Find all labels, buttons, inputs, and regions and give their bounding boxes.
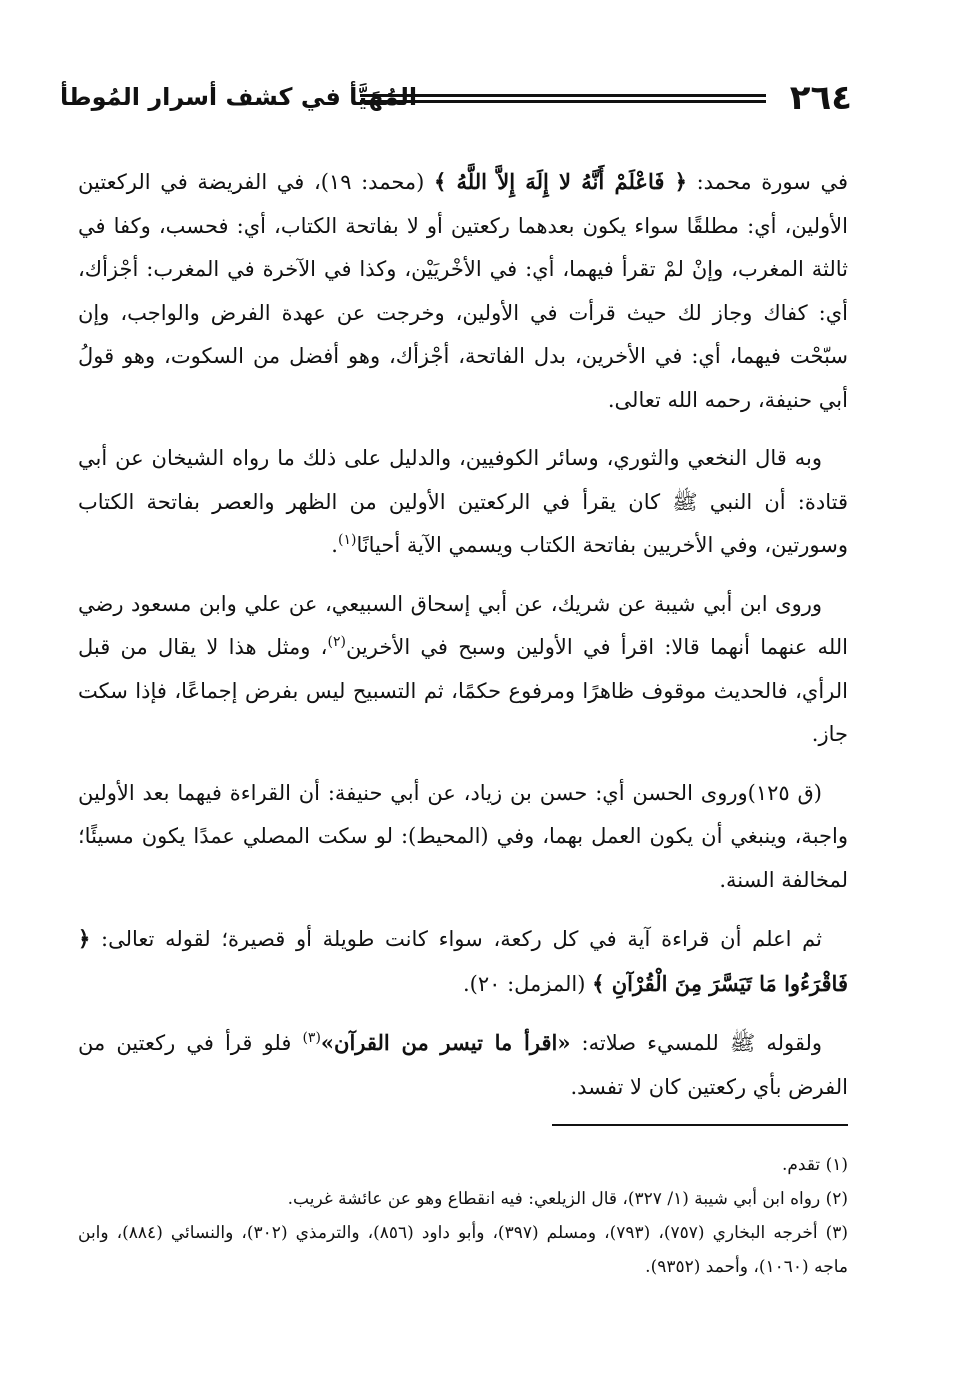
hadith-quote: «اقرأ ما تيسر من القرآن»: [320, 1030, 571, 1055]
footnote-2: (٢) رواه ابن أبي شيبة (١/ ٣٢٧)، قال الزيلعي: فيه انقطاع وهو عن عائشة غريب.: [287, 1189, 848, 1209]
paragraph-text: (المزمل: ٢٠).: [462, 971, 593, 996]
footnote-3: (٣) أخرجه البخاري (٧٥٧)، (٧٩٣)، ومسلم (٣٩٧)، وأبو داود (٨٥٦)، والترمذي (٣٠٢)، والنسائي (٨٨٤)، وابن ماجه (١٠٦٠)، وأحمد (٩٣٥٢).: [78, 1223, 849, 1277]
paragraph-3: [78, 583, 848, 757]
paragraph-2: [78, 437, 848, 568]
paragraph-text: ثم اعلم أن قراءة آية في كل ركعة، سواء كانت طويلة أو قصيرة؛ لقوله تعالى:: [90, 927, 822, 951]
paragraph-text: ولقوله ﷺ للمسيء صلاته:: [570, 1031, 822, 1055]
paragraph-6: [78, 1021, 848, 1109]
paragraph-text: في سورة محمد:: [686, 170, 848, 194]
footnote-ref-2[interactable]: (٢): [327, 634, 346, 650]
quran-verse: ﴿ فَاقْرَءُوا مَا تَيَسَّرَ مِنَ الْقُرْآنِ ﴾: [78, 926, 848, 996]
footnote-ref-3[interactable]: (٣): [302, 1030, 321, 1046]
footnote-1: (١) تقدم.: [781, 1155, 848, 1175]
footnote-ref-1[interactable]: (١): [337, 532, 357, 548]
header-rule: [360, 94, 766, 103]
paragraph-text: ، ومثل هذا لا يقال من قبل الرأي، فالحديث موقوف ظاهرًا ومرفوع حكمًا، ثم التسبيح ليس بفرض إجماعًا، فإذا سكت جاز.: [78, 635, 848, 746]
running-title: المُهَيَّأ في كشف أسرار المُوطأ: [60, 83, 418, 111]
paragraph-text: (محمد: ١٩)، في الفريضة في الركعتين الأولين، أي: مطلقًا سواء يكون بعدهما ركعتين أو لا بفاتحة الكتاب، أي: فحسب، وكفا في ثالثة المغرب، وإنْ لمْ تقرأ فيهما، أي: في الأخْريَيْن، وكذا في الآخرة في المغرب: أجْزأك، أي: كفاك وجاز لك حيث قرأت في الأولين، وخرجت عن عهدة الفرض والواجب، وإن سبّحْت فيهما، أي: في الأخرين، بدل الفاتحة، أجْزأك، وهو أفضل من السكوت، وهو قولُ أبي حنيفة، رحمه الله تعالى.: [78, 170, 848, 412]
paragraph-text: .: [331, 533, 338, 557]
paragraph-5: [78, 917, 848, 1006]
page-header: [60, 72, 852, 124]
paragraph-4: [78, 772, 848, 903]
quran-verse: ﴿ فَاعْلَمْ أَنَّهُ لا إِلَهَ إِلاَّ اللَّهُ ﴾: [433, 169, 687, 194]
footnotes: [78, 1148, 848, 1284]
paragraph-text: فلو قرأ في ركعتين من الفرض بأي ركعتين كان لا تفسد.: [78, 1031, 848, 1099]
footnote-separator: [552, 1124, 848, 1126]
paragraph-text: (ق ١٢٥)وروى الحسن أي: حسن بن زياد، عن أبي حنيفة: أن القراءة فيهما بعد الأولين واجبة، وينبغي أن يكون العمل بهما، وفي (المحيط): لو سكت المصلي عمدًا يكون مسيئًا؛ لمخالفة السنة.: [78, 780, 848, 892]
paragraph-text: وروى ابن أبي شيبة عن شريك، عن أبي إسحاق السبيعي، عن علي وابن مسعود رضي الله عنهما أنهما قالا: اقرأ في الأولين وسبح في الأخرين: [78, 591, 848, 659]
paragraph-text: وبه قال النخعي والثوري، وسائر الكوفيين، والدليل على ذلك ما رواه الشيخان عن أبي قتادة: أن النبي ﷺ كان يقرأ في الركعتين الأولين من الظهر والعصر بفاتحة الكتاب وسورتين، وفي الأخريين بفاتحة الكتاب ويسمي الآية أحيانًا: [78, 446, 848, 557]
paragraph-1: [78, 160, 848, 422]
page-number: ٢٦٤: [789, 78, 852, 118]
main-text: [78, 160, 848, 1124]
